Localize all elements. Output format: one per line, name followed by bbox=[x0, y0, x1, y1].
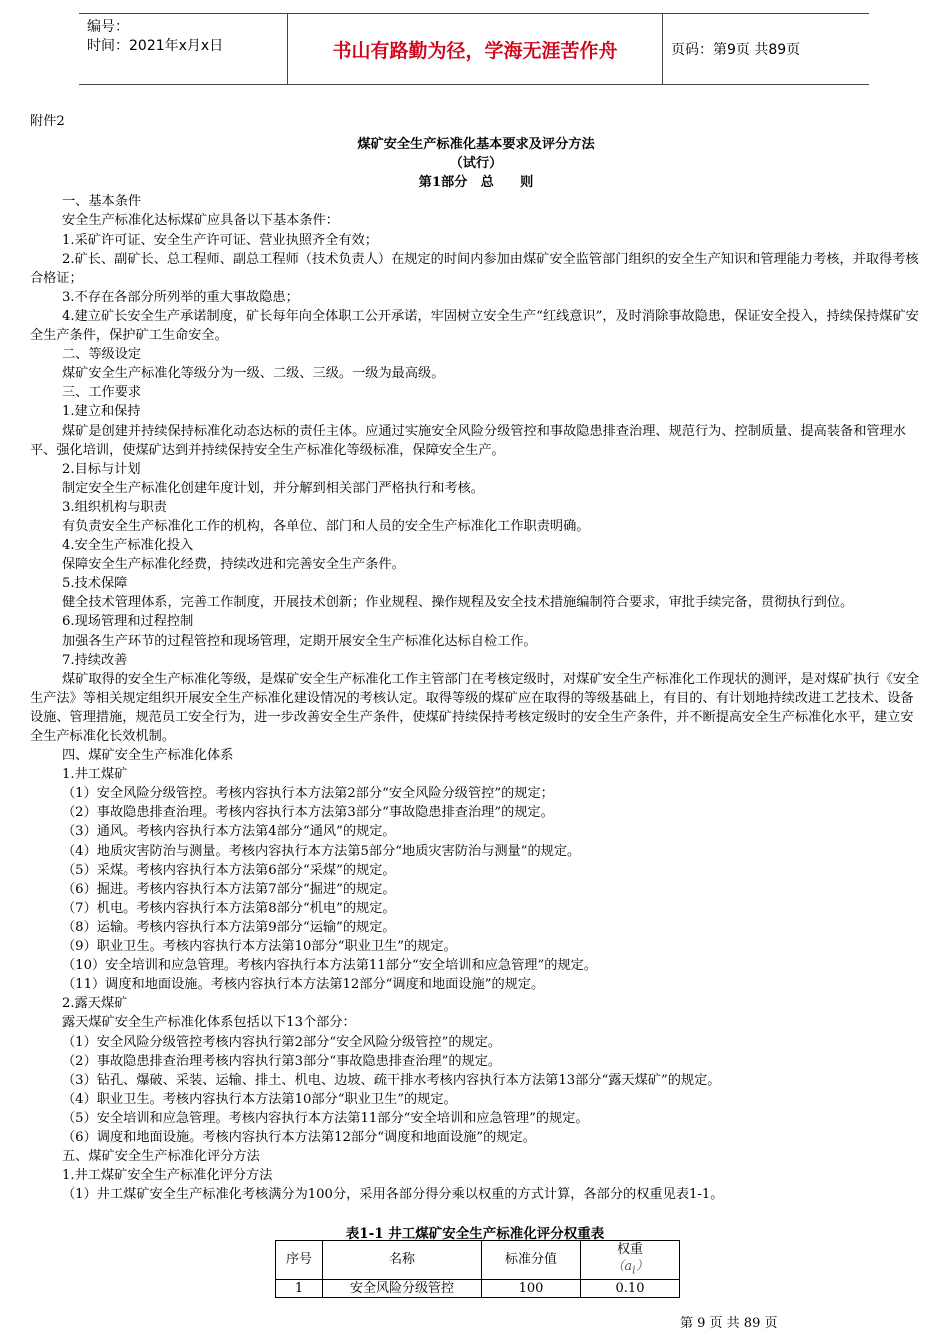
weight-table bbox=[275, 1240, 680, 1298]
time-label: 时间：2021年x月x日 bbox=[87, 38, 224, 54]
body-paragraph: 制定安全生产标准化创建年度计划，并分解到相关部门严格执行和考核。 bbox=[62, 480, 484, 496]
header-page-info: 页码：第9页 共89页 bbox=[671, 42, 801, 58]
cell-name: 安全风险分级管控 bbox=[323, 1279, 482, 1297]
cell-score: 100 bbox=[482, 1279, 581, 1297]
table-caption: 表1-1 井工煤矿安全生产标准化评分权重表 bbox=[345, 1226, 605, 1242]
body-paragraph: （2）事故隐患排查治理考核内容执行第3部分“事故隐患排查治理”的规定。 bbox=[62, 1053, 502, 1069]
header-score: 标准分值 bbox=[482, 1241, 581, 1280]
body-paragraph: 2.矿长、副矿长、总工程师、副总工程师（技术负责人）在规定的时间内参加由煤矿安全监管部门组织的安全生产知识和管理能力考核，并取得考核合格证； bbox=[30, 251, 919, 286]
body-paragraph: 煤矿取得的安全生产标准化等级，是煤矿安全生产标准化工作主管部门在考核定级时，对煤矿安全生产标准化工作现状的测评，是对煤矿执行《安全生产法》等相关规定组织开展安全生产标准化建设情况的考核认定。取得等级的煤矿应在取得的等级基础上，有目的、有计划地持续改进工艺技术、设备设施、管理措施，规范员工安全行为，进一步改善安全生产条件，使煤矿持续保持考核定级时的安全生产条件，并不断提高安全生产标准化水平，建立安全生产标准化长效机制。 bbox=[30, 671, 920, 744]
body-paragraph: 健全技术管理体系，完善工作制度，开展技术创新；作业规程、操作规程及安全技术措施编制符合要求，审批手续完备，贯彻执行到位。 bbox=[62, 595, 854, 611]
body-paragraph: 3.组织机构与职责 bbox=[62, 499, 167, 515]
body-paragraph: 6.现场管理和过程控制 bbox=[62, 614, 194, 630]
header-motto: 书山有路勤为径，学海无涯苦作舟 bbox=[288, 14, 663, 84]
body-paragraph: 露天煤矿安全生产标准化体系包括以下13个部分： bbox=[62, 1015, 356, 1031]
header-name: 名称 bbox=[323, 1241, 482, 1280]
body-paragraphs bbox=[30, 192, 922, 1204]
body-paragraph: 安全生产标准化达标煤矿应具备以下基本条件： bbox=[62, 213, 339, 229]
document-body bbox=[30, 112, 922, 1204]
body-paragraph: 加强各生产环节的过程管控和现场管理，定期开展安全生产标准化达标自检工作。 bbox=[62, 633, 537, 649]
body-paragraph: （10）安全培训和应急管理。考核内容执行本方法第11部分“安全培训和应急管理”的规定。 bbox=[62, 958, 597, 974]
body-paragraph: （3）通风。考核内容执行本方法第4部分“通风”的规定。 bbox=[62, 824, 396, 840]
body-paragraph: 4.安全生产标准化投入 bbox=[62, 538, 194, 554]
attachment-label: 附件2 bbox=[30, 114, 65, 129]
number-label: 编号： bbox=[87, 19, 129, 35]
header-meta bbox=[79, 14, 288, 84]
body-paragraph: （11）调度和地面设施。考核内容执行本方法第12部分“调度和地面设施”的规定。 bbox=[62, 977, 545, 993]
header-weight-symbol: $(a_i)$ bbox=[611, 1259, 649, 1277]
table-row bbox=[276, 1279, 680, 1297]
cell-weight: 0.10 bbox=[581, 1279, 680, 1297]
body-paragraph: 1.建立和保持 bbox=[62, 404, 141, 420]
doc-title: 煤矿安全生产标准化基本要求及评分方法 bbox=[357, 137, 595, 153]
body-paragraph: 二、等级设定 bbox=[62, 347, 142, 363]
body-paragraph: 1.井工煤矿 bbox=[62, 767, 128, 783]
body-paragraph: 三、工作要求 bbox=[62, 385, 142, 401]
doc-subtitle: （试行） bbox=[449, 156, 503, 172]
body-paragraph: 4.建立矿长安全生产承诺制度，矿长每年向全体职工公开承诺，牢固树立安全生产“红线意识”，及时消除事故隐患，保证安全投入，持续保持煤矿安全生产条件，保护矿工生命安全。 bbox=[30, 308, 919, 344]
body-paragraph: 1.采矿许可证、安全生产许可证、营业执照齐全有效； bbox=[62, 232, 378, 248]
body-paragraph: 一、基本条件 bbox=[62, 194, 142, 210]
part-heading: 第1部分 总 则 bbox=[418, 175, 534, 191]
page-footer: 第 9 页 共 89 页 bbox=[680, 1316, 778, 1331]
body-paragraph: （5）采煤。考核内容执行本方法第6部分“采煤”的规定。 bbox=[62, 862, 396, 878]
body-paragraph: 7.持续改善 bbox=[62, 652, 128, 668]
body-paragraph: 3.不存在各部分所列举的重大事故隐患； bbox=[62, 289, 299, 305]
body-paragraph: （7）机电。考核内容执行本方法第8部分“机电”的规定。 bbox=[62, 900, 396, 916]
body-paragraph: 煤矿是创建并持续保持标准化动态达标的责任主体。应通过实施安全风险分级管控和事故隐患排查治理、规范行为、控制质量、提高装备和管理水平、强化培训，使煤矿达到并持续保持安全生产标准化等级标准，保障安全生产。 bbox=[30, 423, 906, 458]
header-weight bbox=[581, 1241, 680, 1280]
table-header-row bbox=[276, 1241, 680, 1280]
body-paragraph: 2.露天煤矿 bbox=[62, 996, 128, 1012]
body-paragraph: 2.目标与计划 bbox=[62, 461, 141, 477]
body-paragraph: 有负责安全生产标准化工作的机构，各单位、部门和人员的安全生产标准化工作职责明确。 bbox=[62, 518, 590, 534]
body-paragraph: （1）安全风险分级管控考核内容执行第2部分“安全风险分级管控”的规定。 bbox=[62, 1034, 502, 1050]
header-seq: 序号 bbox=[276, 1241, 323, 1280]
cell-seq: 1 bbox=[276, 1279, 323, 1297]
body-paragraph: （1）井工煤矿安全生产标准化考核满分为100分，采用各部分得分乘以权重的方式计算，各部分的权重见表1-1。 bbox=[62, 1187, 724, 1203]
body-paragraph: （4）地质灾害防治与测量。考核内容执行本方法第5部分“地质灾害防治与测量”的规定。 bbox=[62, 843, 581, 859]
body-paragraph: 5.技术保障 bbox=[62, 576, 128, 592]
body-paragraph: （1）安全风险分级管控。考核内容执行本方法第2部分“安全风险分级管控”的规定； bbox=[62, 786, 554, 802]
header-weight-label: 权重 bbox=[616, 1242, 643, 1257]
body-paragraph: （6）掘进。考核内容执行本方法第7部分“掘进”的规定。 bbox=[62, 881, 396, 897]
body-paragraph: （2）事故隐患排查治理。考核内容执行本方法第3部分“事故隐患排查治理”的规定。 bbox=[62, 805, 554, 821]
body-paragraph: 保障安全生产标准化经费，持续改进和完善安全生产条件。 bbox=[62, 557, 405, 573]
body-paragraph: （3）钻孔、爆破、采装、运输、排土、机电、边坡、疏干排水考核内容执行本方法第13部分“露天煤矿”的规定。 bbox=[62, 1072, 721, 1088]
body-paragraph: 1.井工煤矿安全生产标准化评分方法 bbox=[62, 1168, 273, 1184]
body-paragraph: （9）职业卫生。考核内容执行本方法第10部分“职业卫生”的规定。 bbox=[62, 939, 457, 955]
body-paragraph: （5）安全培训和应急管理。考核内容执行本方法第11部分“安全培训和应急管理”的规定。 bbox=[62, 1110, 589, 1126]
body-paragraph: 煤矿安全生产标准化等级分为一级、二级、三级。一级为最高级。 bbox=[62, 366, 445, 382]
body-paragraph: （8）运输。考核内容执行本方法第9部分“运输”的规定。 bbox=[62, 919, 396, 935]
page-header bbox=[79, 13, 869, 85]
body-paragraph: （4）职业卫生。考核内容执行本方法第10部分“职业卫生”的规定。 bbox=[62, 1091, 457, 1107]
body-paragraph: 四、煤矿安全生产标准化体系 bbox=[62, 748, 234, 764]
body-paragraph: （6）调度和地面设施。考核内容执行本方法第12部分“调度和地面设施”的规定。 bbox=[62, 1129, 536, 1145]
body-paragraph: 五、煤矿安全生产标准化评分方法 bbox=[62, 1149, 260, 1165]
